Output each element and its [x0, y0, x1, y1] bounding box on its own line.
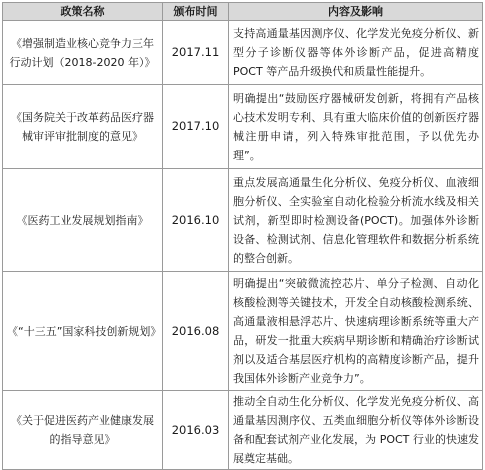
policy-name-cell: 《医药工业发展规划指南》 — [3, 169, 163, 272]
content-cell: 明确提出“突破微流控芯片、单分子检测、自动化核酸检测等关键技术，开发全自动核酸检测系统、高通量液相悬浮芯片、快速病理诊断系统等重大产品，研发一批重大疾病早期诊断和精确治疗诊断试剂以及适合基层医疗机构的高精度诊断产品，提升我国体外诊断产业竞争力”。 — [229, 272, 483, 391]
table-row — [3, 272, 483, 391]
policy-table-container — [2, 2, 482, 465]
content-cell: 重点发展高通量生化分析仪、免疫分析仪、血液细胞分析仪、全实验室自动化检验分析流水线及相关试剂，新型即时检测设备(POCT)。加强体外诊断设备、检测试剂、信息化管理软件和数据分析系统的整合创新。 — [229, 169, 483, 272]
header-issue-date: 颁布时间 — [163, 3, 229, 21]
header-content-impact: 内容及影响 — [229, 3, 483, 21]
table-row — [3, 21, 483, 85]
table-row — [3, 169, 483, 272]
content-cell: 明确提出“鼓励医疗器械研发创新，将拥有产品核心技术发明专利、具有重大临床价值的创新医疗器械注册申请，列入特殊审批范围，予以优先办理”。 — [229, 85, 483, 169]
issue-date-cell: 2016.10 — [163, 169, 229, 272]
policy-name-cell: 《关于促进医药产业健康发展的指导意见》 — [3, 391, 163, 470]
policy-name-cell: 《国务院关于改革药品医疗器械审评审批制度的意见》 — [3, 85, 163, 169]
policy-name-cell: 《“十三五”国家科技创新规划》 — [3, 272, 163, 391]
table-row — [3, 391, 483, 470]
issue-date-cell: 2017.11 — [163, 21, 229, 85]
header-policy-name: 政策名称 — [3, 3, 163, 21]
policy-table — [2, 2, 483, 470]
issue-date-cell: 2016.08 — [163, 272, 229, 391]
content-cell: 支持高通量基因测序仪、化学发光免疫分析仪、新型分子诊断仪器等体外诊断产品，促进高精度 POCT 等产品升级换代和质量性能提升。 — [229, 21, 483, 85]
table-row — [3, 85, 483, 169]
issue-date-cell: 2016.03 — [163, 391, 229, 470]
issue-date-cell: 2017.10 — [163, 85, 229, 169]
policy-name-cell: 《增强制造业核心竞争力三年行动计划（2018-2020 年）》 — [3, 21, 163, 85]
content-cell: 推动全自动生化分析仪、化学发光免疫分析仪、高通量基因测序仪、五类血细胞分析仪等体外诊断设备和配套试剂产业化发展，为 POCT 行业的快速发展奠定基础。 — [229, 391, 483, 470]
table-header-row — [3, 3, 483, 21]
